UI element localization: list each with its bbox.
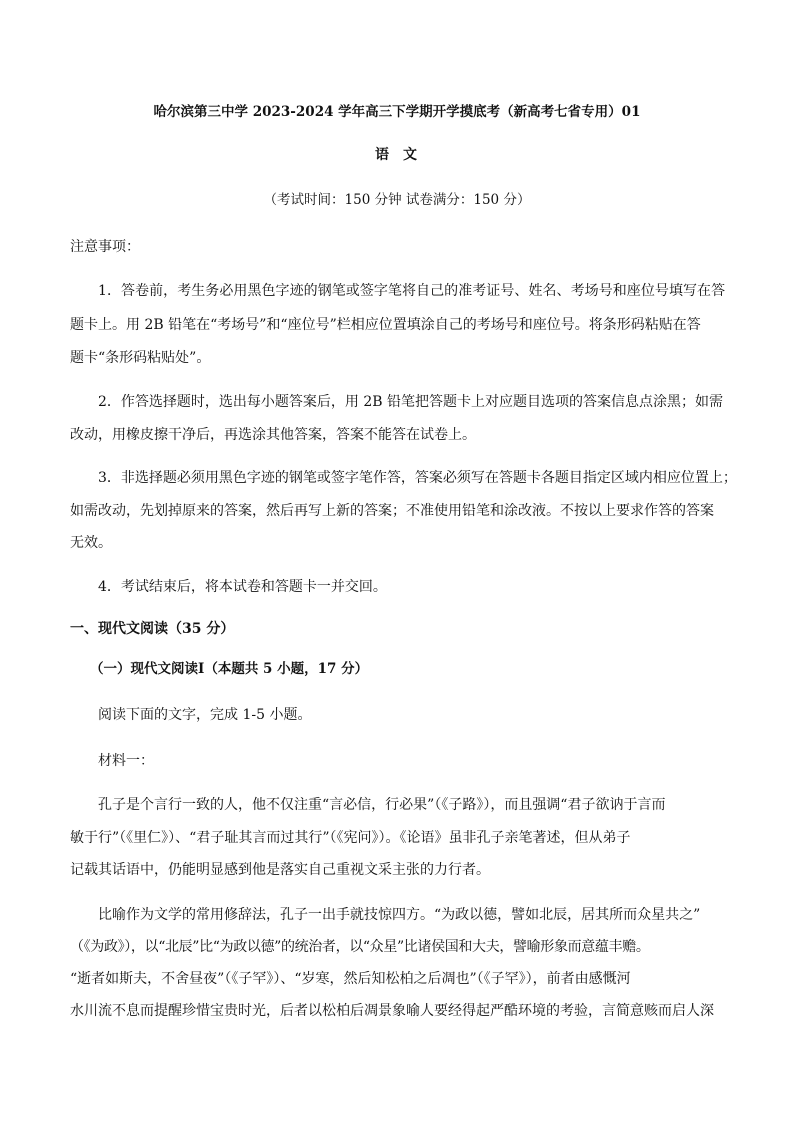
passage-2-line-2: （《为政》），以“北辰”比“为政以德”的统治者，以“众星”比诸侯国和大夫，譬喻形象而意蕴丰赡。 xyxy=(70,939,650,955)
section-sub-heading: （一）现代文阅读Ⅰ（本题共 5 小题，17 分） xyxy=(90,661,369,677)
notice-item-1-line-2: 题卡上。用 2B 铅笔在“考场号”和“座位号”栏相应位置填涂自己的考场号和座位号。将条形码粘贴在答 xyxy=(70,317,701,333)
notice-item-3-line-3: 无效。 xyxy=(70,535,112,551)
time-info: （考试时间：150 分钟 试卷满分：150 分） xyxy=(263,192,531,208)
passage-2-line-3: “逝者如斯夫，不舍昼夜”（《子罕》）、“岁寒，然后知松柏之后凋也”（《子罕》），前者由感慨河 xyxy=(70,971,631,987)
section-heading: 一、现代文阅读（35 分） xyxy=(70,621,235,637)
exam-title: 哈尔滨第三中学 2023-2024 学年高三下学期开学摸底考（新高考七省专用）01 xyxy=(153,104,641,120)
reading-instruction: 阅读下面的文字，完成 1-5 小题。 xyxy=(98,707,312,723)
notice-item-3-line-2: 如需改动，先划掉原来的答案，然后再写上新的答案；不准使用铅笔和涂改液。不按以上要求作答的答案 xyxy=(70,503,714,519)
passage-1-line-1: 孔子是个言行一致的人，他不仅注重“言必信，行必果”（《子路》），而且强调“君子欲讷于言而 xyxy=(98,797,666,813)
notice-item-4-line-1: 4．考试结束后，将本试卷和答题卡一并交回。 xyxy=(98,579,387,595)
material-label: 材料一： xyxy=(98,753,154,769)
notice-label: 注意事项： xyxy=(70,239,140,255)
subject-title: 语文 xyxy=(375,147,431,163)
passage-2-line-1: 比喻作为文学的常用修辞法，孔子一出手就技惊四方。“为政以德，譬如北辰，居其所而众星共之” xyxy=(98,907,701,923)
notice-item-1-line-3: 题卡“条形码粘贴处”。 xyxy=(70,350,211,366)
notice-item-2-line-1: 2．作答选择题时，选出每小题答案后，用 2B 铅笔把答题卡上对应题目选项的答案信息点涂黑；如需 xyxy=(98,394,724,410)
passage-1-line-2: 敏于行”（《里仁》）、“君子耻其言而过其行”（《宪问》）。《论语》虽非孔子亲笔著述，但从弟子 xyxy=(70,830,631,846)
notice-item-1-line-1: 1．答卷前，考生务必用黑色字迹的钢笔或签字笔将自己的准考证号、姓名、考场号和座位号填写在答 xyxy=(98,283,726,299)
passage-2-line-4: 水川流不息而提醒珍惜宝贵时光，后者以松柏后凋景象喻人要经得起严酷环境的考验，言简意赅而启人深 xyxy=(70,1003,714,1019)
notice-item-2-line-2: 改动，用橡皮擦干净后，再选涂其他答案，答案不能答在试卷上。 xyxy=(70,427,476,443)
passage-1-line-3: 记载其话语中，仍能明显感到他是落实自己重视文采主张的力行者。 xyxy=(70,862,490,878)
notice-item-3-line-1: 3．非选择题必须用黑色字迹的钢笔或签字笔作答，答案必须写在答题卡各题目指定区域内相应位置上； xyxy=(98,470,737,486)
